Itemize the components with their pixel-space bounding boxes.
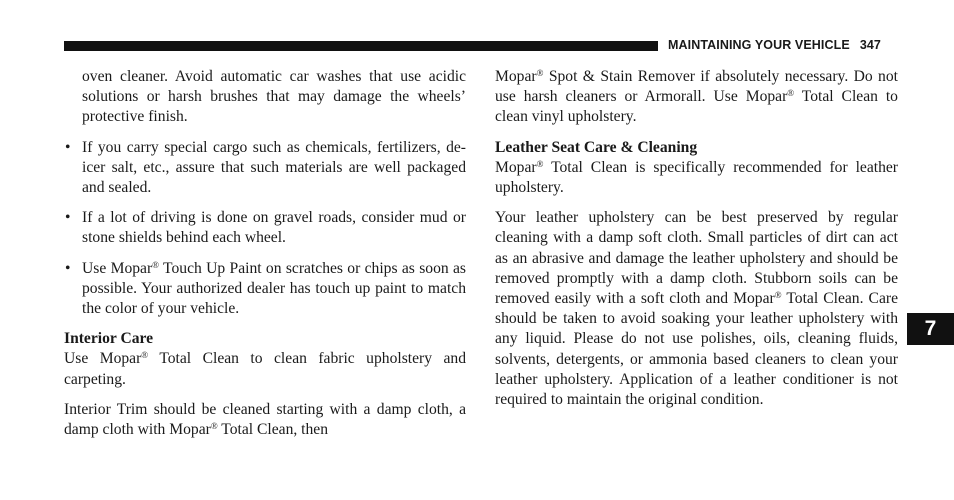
registered-mark: ® (774, 290, 782, 301)
continuation-paragraph: oven cleaner. Avoid automatic car washes that use acidic solutions or harsh brushes that may damage the wheels’ protective finish. (82, 68, 466, 126)
section-title: MAINTAINING YOUR VEHICLE (668, 38, 850, 52)
registered-mark: ® (536, 68, 544, 78)
bullet-marker: • (65, 209, 71, 227)
list-item-text: If you carry special cargo such as chemicals, fertilizers, de-icer salt, etc., assure that such materials are well packaged and sealed. (82, 138, 466, 197)
body-paragraph: Mopar® Total Clean is specifically recommended for leather upholstery. (495, 158, 898, 197)
list-item-text: Use Mopar (82, 259, 153, 277)
body-paragraph: Use Mopar® Total Clean to clean fabric upholstery and carpeting. (64, 350, 466, 388)
continuation-paragraph: Mopar® Spot & Stain Remover if absolutely necessary. Do not use harsh cleaners or Armorall. Use Mopar® Total Clean to clean vinyl upholstery. (495, 68, 898, 126)
registered-mark: ® (210, 421, 218, 432)
left-column (64, 67, 466, 440)
list-item (64, 259, 466, 320)
registered-mark: ® (536, 158, 544, 169)
section-heading-leather-care: Leather Seat Care & Cleaning (495, 138, 698, 156)
registered-mark: ® (787, 88, 795, 99)
body-paragraph: Interior Trim should be cleaned starting with a damp cloth, a damp cloth with Mopar® Total Clean, then (64, 400, 466, 439)
section-heading-interior-care: Interior Care (64, 330, 154, 348)
registered-mark: ® (152, 259, 159, 270)
right-column (495, 67, 898, 410)
registered-mark: ® (141, 350, 149, 361)
header-rule (64, 41, 658, 51)
list-item-text: Touch Up Paint on scratches or chips as soon as possible. Your authorized dealer has touch up paint to match the color of your vehicle. (82, 259, 466, 318)
bullet-marker: • (65, 138, 71, 156)
running-header (668, 38, 881, 52)
list-item (64, 138, 466, 199)
body-paragraph: Your leather upholstery can be best preserved by regular cleaning with a damp soft cloth. Small particles of dirt can act as an abrasive and damage the leather upholstery and should be removed promptly with a damp cloth. Stubborn soils can be removed easily with a soft cloth and Mopar® Total Clean. Care should be taken to avoid soaking your leather upholstery with any liquid. Please do not use polishes, oils, cleaning fluids, solvents, detergents, or ammonia based cleaners to clean your leather upholstery. Application of a leather conditioner is not required to maintain the original condition. (495, 209, 898, 409)
page-number: 347 (859, 38, 881, 52)
list-item-text: If a lot of driving is done on gravel roads, consider mud or stone shields behind each wheel. (82, 209, 466, 247)
bullet-marker: • (65, 259, 71, 277)
list-item (64, 208, 466, 248)
chapter-tab: 7 (907, 313, 954, 345)
